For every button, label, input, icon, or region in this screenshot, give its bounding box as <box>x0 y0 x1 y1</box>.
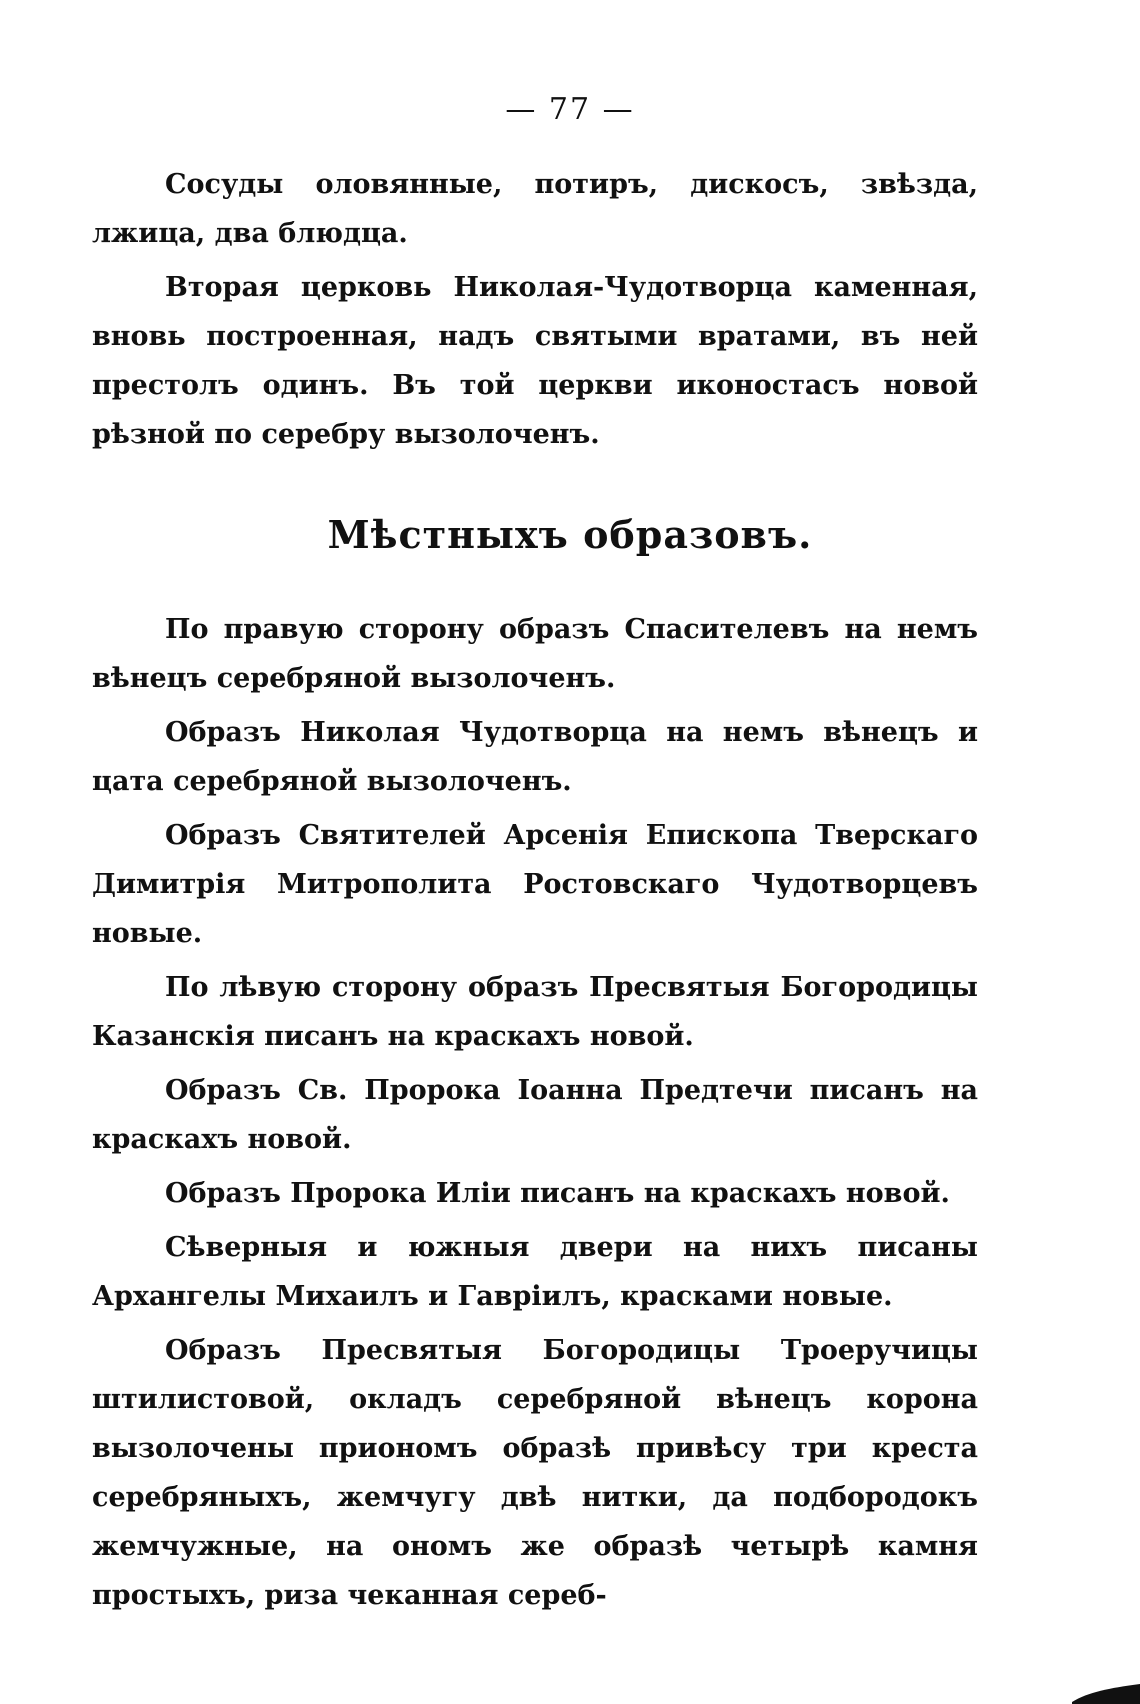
page-number: — 77 — <box>505 92 635 127</box>
page-corner-ink-mark <box>1070 1658 1140 1704</box>
section-heading: Мѣстныхъ образовъ. <box>327 512 813 557</box>
paragraph-icon-arseny: Образъ Святителей Арсенія Епископа Тверскаго Димитрія Митрополита Ростовскаго Чудотворцевъ новые. <box>92 820 978 949</box>
section-icons-text <box>92 605 978 1625</box>
section-church-text <box>92 160 978 464</box>
paragraph-icon-nicholas: Образъ Николая Чудотворца на немъ вѣнецъ и цата серебряной вызолоченъ. <box>92 717 978 797</box>
paragraph-icon-kazan: По лѣвую сторону образъ Пресвятыя Богородицы Казанскія писанъ на краскахъ новой. <box>92 972 978 1052</box>
paragraph-icon-savior: По правую сторону образъ Спасителевъ на немъ вѣнецъ серебряной вызолоченъ. <box>92 614 978 694</box>
paragraph-icon-elijah: Образъ Пророка Иліи писанъ на краскахъ новой. <box>165 1178 950 1209</box>
paragraph-second-church: Вторая церковь Николая-Чудотворца каменная, вновь построенная, надъ святыми вратами, въ ней престолъ одинъ. Въ той церкви иконостасъ новой рѣзной по серебру вызолоченъ. <box>92 272 978 450</box>
paragraph-vessels: Сосуды оловянные, потиръ, дискосъ, звѣзда, лжица, два блюдца. <box>92 169 978 249</box>
paragraph-icon-trojeruchica: Образъ Пресвятыя Богородицы Троеручицы штилистовой, окладъ серебряной вѣнецъ корона вызолочены приономъ образѣ привѣсу три креста серебряныхъ, жемчугу двѣ нитки, да подбородокъ жемчужные, на ономъ же образѣ четырѣ камня простыхъ, риза чеканная сереб- <box>92 1335 978 1611</box>
paragraph-icon-john: Образъ Св. Пророка Іоанна Предтечи писанъ на краскахъ новой. <box>92 1075 978 1155</box>
paragraph-doors: Сѣверныя и южныя двери на нихъ писаны Архангелы Михаилъ и Гавріилъ, красками новые. <box>92 1232 978 1312</box>
